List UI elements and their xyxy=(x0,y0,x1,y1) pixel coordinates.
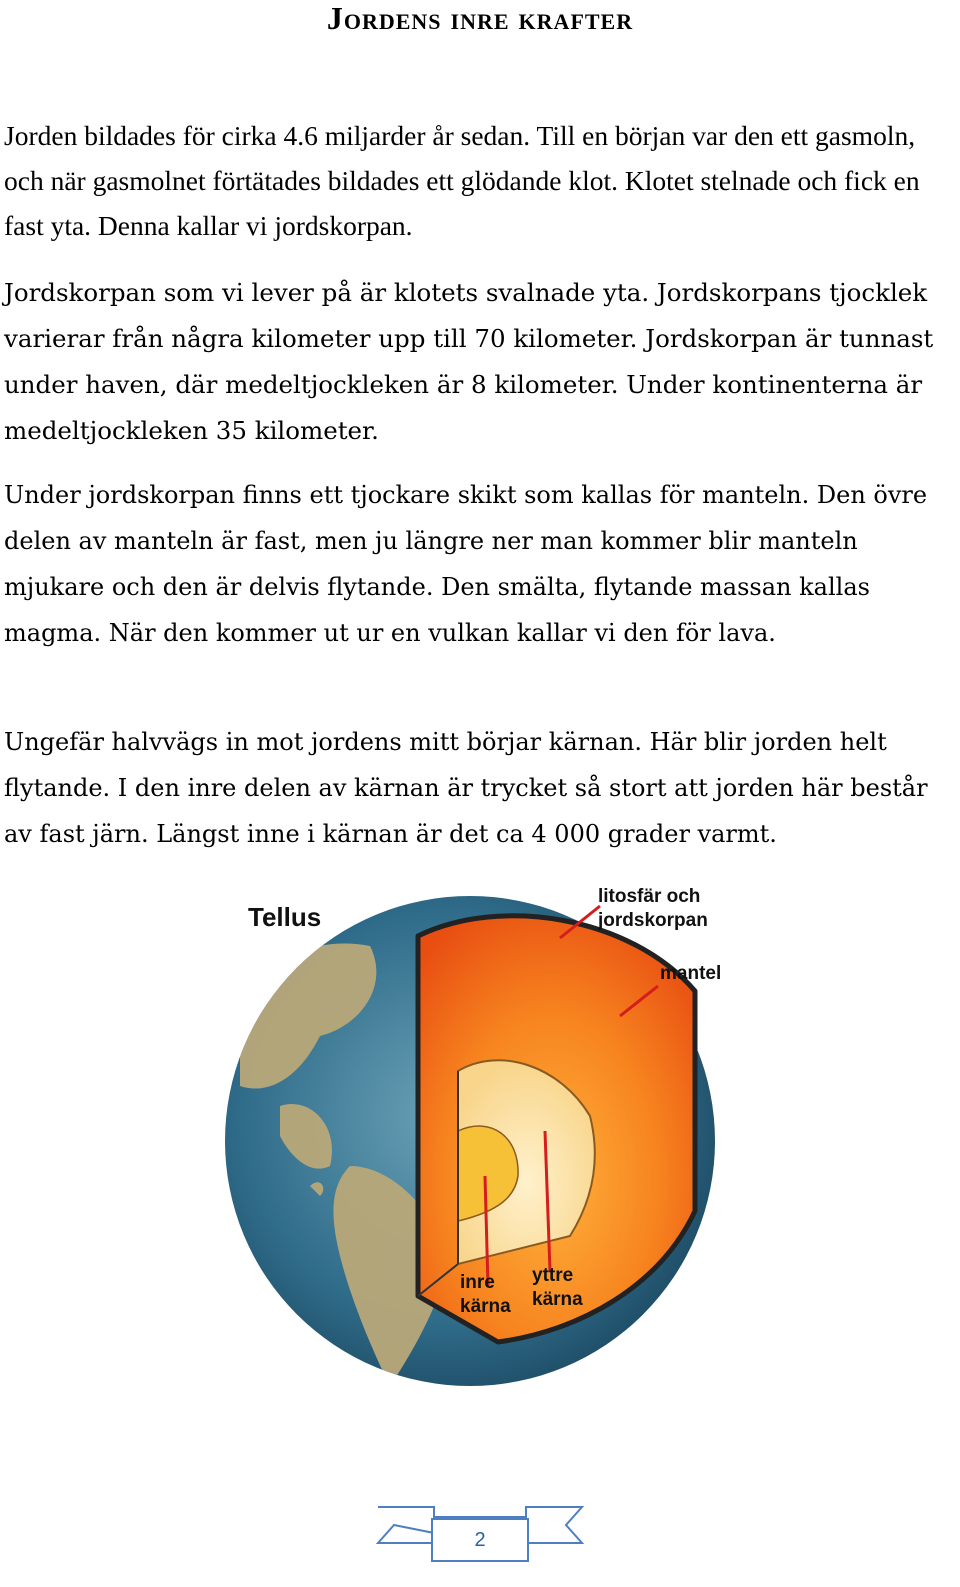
label-inner-core-line1: inre xyxy=(460,1272,495,1293)
label-outer-core-line2: kärna xyxy=(532,1289,583,1310)
figure-heading: Tellus xyxy=(248,902,322,932)
paragraph-mantle: Under jordskorpan finns ett tjockare skikt som kallas för manteln. Den övre delen av manteln är fast, men ju längre ner man kommer blir manteln mjukare och den är delvis flytande. Den smälta, flytande massan kallas magma. När den kommer ut ur en vulkan kallar vi den för lava. xyxy=(4,481,928,647)
label-inner-core-line2: kärna xyxy=(460,1296,511,1317)
label-crust-line2: jordskorpan xyxy=(598,910,708,931)
label-crust-line1: litosfär och xyxy=(598,886,701,907)
label-outer-core-line1: yttre xyxy=(532,1265,574,1286)
earth-cross-section-figure xyxy=(200,876,760,1396)
paragraph-crust: Jordskorpan som vi lever på är klotets svalnade yta. Jordskorpans tjocklek varierar från några kilometer upp till 70 kilometer. Jordskorpan är tunnast under haven, där medeltjockleken är 8 kilometer. Under kontinenterna är medeltjockleken 35 kilometer. xyxy=(4,278,934,445)
label-mantle: mantel xyxy=(660,963,722,984)
paragraph-core: Ungefär halvvägs in mot jordens mitt börjar kärnan. Här blir jorden helt flytande. I den inre delen av kärnan är trycket så stort att jorden här består av fast järn. Längst inne i kärnan är det ca 4 000 grader varmt. xyxy=(4,728,928,848)
page-number: 2 xyxy=(474,1529,486,1551)
page-title: Jordens inre krafter xyxy=(326,0,634,36)
paragraph-formation: Jorden bildades för cirka 4.6 miljarder år sedan. Till en början var den ett gasmoln, och när gasmolnet förtätades bildades ett glödande klot. Klotet stelnade och fick en fast yta. Denna kallar vi jordskorpan. xyxy=(4,120,920,241)
